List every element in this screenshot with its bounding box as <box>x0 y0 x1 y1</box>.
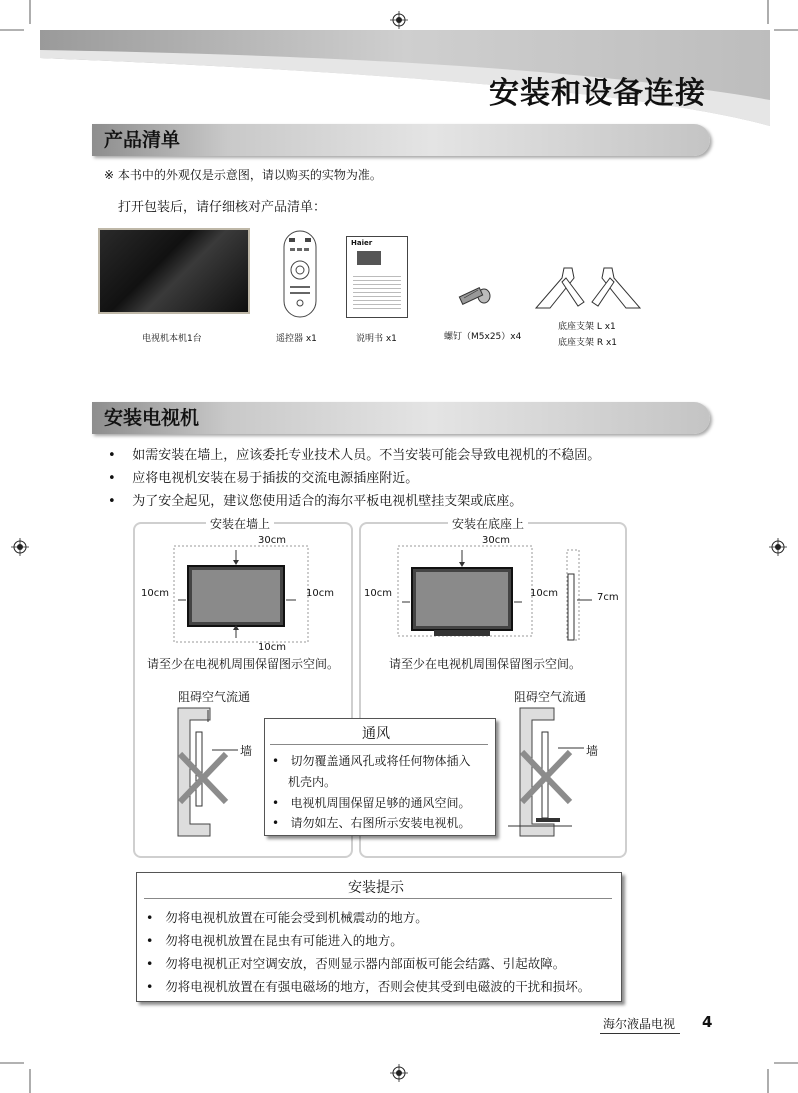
install-tip: • 勿将电视机放置在昆虫有可能进入的地方。 <box>146 933 403 948</box>
install-tip-text: 勿将电视机放置在昆虫有可能进入的地方。 <box>165 933 403 948</box>
product-label-manual: 说明书 x1 <box>356 334 397 344</box>
manual-cover-image <box>357 251 381 265</box>
tv-image <box>98 228 250 314</box>
ventilation-item-text: 切勿覆盖通风孔或将任何物体插入 <box>290 754 471 768</box>
install-tip: • 勿将电视机放置在可能会受到机械震动的地方。 <box>146 910 428 925</box>
wall-bottom-clearance: 10cm <box>258 642 286 653</box>
stand-blocked-label: 阻碍空气流通 <box>514 690 587 704</box>
stand-mount-title: 安装在底座上 <box>448 515 528 532</box>
wall-label-left: 墙 <box>240 744 253 758</box>
registration-mark-left <box>11 538 29 556</box>
page-title: 安装和设备连接 <box>489 76 706 111</box>
stand-mount-clearance-diagram <box>362 530 620 654</box>
install-tip: • 勿将电视机正对空调安放，否则显示器内部面板可能会结露、引起故障。 <box>146 956 566 971</box>
stand-top-clearance: 30cm <box>482 535 510 546</box>
manual-image <box>346 236 408 318</box>
install-bullet: • 如需安装在墙上，应该委托专业技术人员。不当安装可能会导致电视机的不稳固。 <box>108 448 601 463</box>
product-label-remote: 遥控器 x1 <box>276 334 317 344</box>
wall-top-clearance: 30cm <box>258 535 286 546</box>
section-title-install: 安装电视机 <box>104 407 200 429</box>
install-tips-divider <box>144 898 612 899</box>
stand-side-clearance: 7cm <box>597 592 619 603</box>
page-number: 4 <box>702 1013 713 1031</box>
ventilation-title: 通风 <box>362 726 390 742</box>
footer-underline <box>600 1033 680 1034</box>
install-bullet-text: 如需安装在墙上，应该委托专业技术人员。不当安装可能会导致电视机的不稳固。 <box>132 448 601 463</box>
ventilation-item-text: 请勿如左、右图所示安装电视机。 <box>290 816 471 830</box>
screw-image <box>456 282 492 306</box>
install-bullet-text: 应将电视机安装在易于插拔的交流电源插座附近。 <box>132 471 419 486</box>
stand-right-clearance: 10cm <box>530 588 558 599</box>
install-bullet: • 为了安全起见，建议您使用适合的海尔平板电视机壁挂支架或底座。 <box>108 494 523 509</box>
manual-brand: Haier <box>351 239 373 247</box>
remote-control-image <box>282 230 318 318</box>
stand-legs-image <box>534 264 642 312</box>
product-label-stand-right: 底座支架 R x1 <box>558 338 618 348</box>
ventilation-item-text: 电视机周围保留足够的通风空间。 <box>290 796 471 810</box>
install-bullet: • 应将电视机安装在易于插拔的交流电源插座附近。 <box>108 471 419 486</box>
manual-text-lines <box>353 273 401 309</box>
install-tip-text: 勿将电视机放置在可能会受到机械震动的地方。 <box>165 910 428 925</box>
ventilation-item: • 电视机周围保留足够的通风空间。 <box>272 796 471 810</box>
product-label-screw: 螺钉（M5x25）x4 <box>444 332 522 342</box>
install-bullet-text: 为了安全起见，建议您使用适合的海尔平板电视机壁挂支架或底座。 <box>132 494 523 509</box>
install-tip-text: 勿将电视机正对空调安放，否则显示器内部面板可能会结露、引起故障。 <box>165 956 566 971</box>
ventilation-item: • 请勿如左、右图所示安装电视机。 <box>272 816 471 830</box>
wall-blocked-label: 阻碍空气流通 <box>178 690 251 704</box>
wall-right-clearance: 10cm <box>306 588 334 599</box>
footer-brand: 海尔液晶电视 <box>603 1017 676 1031</box>
product-instruction: 打开包装后，请仔细核对产品清单： <box>118 200 327 215</box>
section-title-product-list: 产品清单 <box>104 129 181 151</box>
registration-mark-right <box>769 538 787 556</box>
install-tips-title: 安装提示 <box>348 880 404 896</box>
section-bar-product-list <box>92 124 710 156</box>
wall-label-right: 墙 <box>586 744 599 758</box>
stand-blocked-diagram <box>508 702 608 842</box>
install-tip: • 勿将电视机放置在有强电磁场的地方，否则会使其受到电磁波的干扰和损坏。 <box>146 979 591 994</box>
wall-blocked-diagram <box>160 702 260 842</box>
product-label-tv: 电视机本机1台 <box>142 334 202 344</box>
install-tip-text: 勿将电视机放置在有强电磁场的地方，否则会使其受到电磁波的干扰和损坏。 <box>165 979 591 994</box>
product-label-stand-left: 底座支架 L x1 <box>558 322 616 332</box>
stand-left-clearance: 10cm <box>364 588 392 599</box>
registration-mark-top <box>390 11 408 29</box>
wall-mount-title: 安装在墙上 <box>206 515 274 532</box>
product-note: ※ 本书中的外观仅是示意图，请以购买的实物为准。 <box>104 168 382 182</box>
ventilation-item: • 切勿覆盖通风孔或将任何物体插入 <box>272 754 471 768</box>
ventilation-item-continued: 机壳内。 <box>288 775 337 789</box>
ventilation-divider <box>270 744 488 745</box>
stand-clearance-caption: 请至少在电视机周围保留图示空间。 <box>389 657 582 671</box>
registration-mark-bottom <box>390 1064 408 1082</box>
wall-left-clearance: 10cm <box>141 588 169 599</box>
wall-clearance-caption: 请至少在电视机周围保留图示空间。 <box>147 657 340 671</box>
